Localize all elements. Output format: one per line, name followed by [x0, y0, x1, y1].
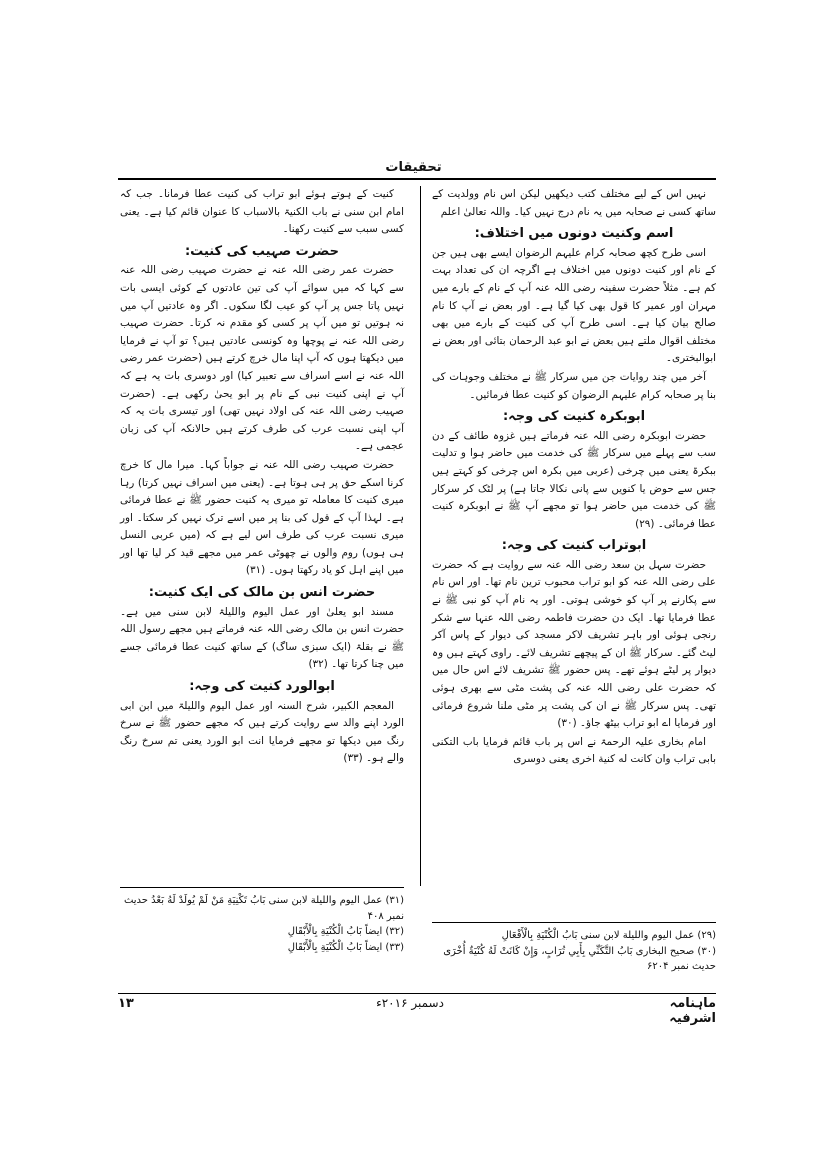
footer-magazine-name: ماہنامہ اشرفیہ — [669, 996, 716, 1026]
left-column — [120, 186, 404, 769]
footnotes-left — [120, 893, 404, 955]
section-heading: اسم وکنیت دونوں میں اختلاف: — [474, 226, 674, 242]
footnote: (۳۲) ایضاً بَابُ الْكُنْيَةِ بِالْأَبْقَالِ — [287, 926, 404, 937]
paragraph: حضرت ابوبکرہ رضی اللہ عنہ فرماتے ہیں غزوہ طائف کے دن سب سے پہلے میں سرکار ﷺ کی خدمت میں حاضر ہوا و تدلیت ببکرۃ یعنی میں چرخی (عربی میں بکرہ اس چرخی کو کہتے ہیں جس سے حوض یا کنویں سے پانی نکالا جاتا ہے) پر لٹک کر سرکار ﷺ کی خدمت میں حاضر ہوا تو مجھے آپ ﷺ نے ابوبکرہ کنیت عطا فرمائی۔ (۲۹) — [432, 429, 716, 530]
paragraph: مسند ابو یعلیٰ اور عمل الیوم واللیلۃ لابن سنی میں ہے۔ حضرت انس بن مالک رضی اللہ عنہ فرماتے ہیں مجھے رسول اللہ ﷺ نے بقلۃ (ایک سبزی ساگ) کے ساتھ کنیت عطا فرمائی جسے میں چنا کرتا تھا۔ (۳۲) — [120, 605, 404, 671]
section-heading: حضرت انس بن مالک کی ایک کنیت: — [148, 585, 376, 601]
paragraph: کنیت کے ہوتے ہوئے ابو تراب کی کنیت عطا فرمانا۔ جب کہ امام ابن سنی نے باب الکنیۃ بالاسباب کا عنوان قائم کیا ہے۔ یعنی کسی سبب سے کنیت رکھنا۔ — [120, 188, 404, 236]
paragraph: حضرت عمر رضی اللہ عنہ نے حضرت صہیب رضی اللہ عنہ سے کہا کہ میں سوائے آپ کی تین عادتوں کے کوئی ایسی بات نہیں پاتا جس پر آپ کو عیب لگا سکوں۔ اگر وہ عادتیں آپ میں نہ ہوتیں تو میں آپ پر کسی کو مقدم نہ کرتا۔ حضرت صہیب رضی اللہ عنہ نے پوچھا وہ کونسی عادتیں ہیں؟ تو آپ نے فرمایا میں دیکھتا ہوں کہ آپ اپنا مال خرچ کرتے ہیں (حضرت عمر رضی اللہ عنہ نے اسے اسراف سے تعبیر کیا) اور دوسری بات یہ ہے کہ آپ نے اپنی کنیت نبی کے نام پر ابو یحیٰ رکھی ہے۔ (حضرت صہیب رضی اللہ عنہ کی اولاد نہیں تھی) اور تیسری بات یہ کہ آپ اپنی نسبت عرب کی طرف کرتے ہیں حالانکہ آپ کی زبان عجمی ہے۔ — [120, 264, 404, 453]
footnote: (۳۰) صحیح البخاری بَابُ التَّكَنِّي بِأَبِي تُرَابٍ، وَإِنْ كَانَتْ لَهُ كُنْيَةٌ أُخْرَى حدیث نمبر ۶۲۰۴ — [443, 945, 716, 972]
page-header-title: تحقیقات — [385, 160, 442, 175]
section-heading: حضرت صہیب کی کنیت: — [184, 243, 339, 259]
footnote: (۲۹) عمل الیوم واللیلة لابن سنی بَابُ الْكُنْيَةِ بِالْأَفْعَالِ — [501, 930, 716, 941]
footer-date: دسمبر ۲۰۱۶ء — [376, 996, 444, 1010]
footer-rule — [118, 993, 716, 994]
paragraph: المعجم الکبیر، شرح السنہ اور عمل الیوم واللیلۃ میں ابن ابی الورد اپنے والد سے روایت کرتے ہیں کہ مجھے حضور ﷺ نے سرخ رنگ میں دیکھا تو مجھے فرمایا انت ابو الورد یعنی تم سرخ رنگ والے ہو۔ (۳۳) — [120, 699, 404, 765]
footnote-rule — [432, 922, 716, 923]
paragraph: حضرت سہل بن سعد رضی اللہ عنہ سے روایت ہے کہ حضرت علی رضی اللہ عنہ کو ابو تراب محبوب ترین نام تھا۔ اور اس نام سے پکارنے پر آپ کو خوشی ہوتی۔ اور یہ نام آپ کو نبی ﷺ نے عطا فرمایا تھا۔ ایک دن حضرت فاطمہ رضی اللہ عنہا سے شکر رنجی ہوئی اور باہر تشریف لاکر مسجد کی دیوار کے پاس آکر لیٹ گئے۔ سرکار ﷺ ان کے پیچھے تشریف لائے۔ راوی کہتے ہیں وہ دیوار پر لیٹے ہوئے تھے۔ پس حضور ﷺ تشریف لائے اس حال میں کہ حضرت علی رضی اللہ عنہ کی پشت مٹی سے بھری ہوئی تھی۔ پس سرکار ﷺ نے ان کی پشت پر مٹی ملنا شروع فرمائی اور فرمایا اے ابو تراب بیٹھ جاؤ۔ (۳۰) — [432, 558, 716, 730]
paragraph: آخر میں چند روایات جن میں سرکار ﷺ نے مختلف وجوہات کی بنا پر صحابہ کرام علیہم الرضوان کو کنیت عطا فرمائیں۔ — [432, 370, 716, 401]
footnote-rule — [120, 887, 404, 888]
footnote: (۳۳) ایضاً بَابُ الْكُنْيَةِ بِالْأَبْقَالِ — [287, 941, 404, 953]
paragraph: اسی طرح کچھ صحابہ کرام علیہم الرضوان ایسے بھی ہیں جن کے نام اور کنیت دونوں میں اختلاف ہے اگرچہ ان کی تعداد بہت کم ہے۔ مثلاً حضرت سفینہ رضی اللہ عنہ آپ کے نام کے بارے میں مہران اور عمیر کا قول بھی کیا گیا ہے۔ اور بعض نے آپ کا نام صالح بیان کیا ہے۔ اسی طرح آپ کی کنیت کے بارے میں بھی مختلف اقوال ملتے ہیں بعض نے ابو عبد الرحمان بتائی اور بعض نے ابوالبختری۔ — [432, 246, 716, 365]
column-divider — [420, 186, 421, 886]
page-number: ۱۳ — [118, 996, 134, 1011]
footnotes-right — [432, 928, 716, 975]
section-heading: ابوبکرہ کنیت کی وجہ: — [502, 409, 646, 425]
paragraph: امام بخاری علیہ الرحمۃ نے اس پر باب قائم فرمایا باب التکنی بابی تراب وان کانت له کنیة اخری یعنی دوسری — [432, 735, 716, 766]
right-column — [432, 186, 716, 770]
section-heading: ابوتراب کنیت کی وجہ: — [501, 538, 647, 554]
section-heading: ابوالورد کنیت کی وجہ: — [189, 679, 335, 695]
footnote: (۳۱) عمل الیوم واللیلة لابن سنی بَابُ تَكْنِيَةِ مَنْ لَمْ يُولَدْ لَهُ بَعْدُ حدیث نمبر ۴۰۸ — [123, 895, 404, 922]
paragraph: نہیں اس کے لیے مختلف کتب دیکھیں لیکن اس نام وولدیت کے ساتھ کسی نے صحابہ میں یہ نام درج نہیں کیا۔ واللہ تعالیٰ اعلم — [432, 188, 716, 218]
header-rule — [118, 178, 716, 180]
paragraph: حضرت صہیب رضی اللہ عنہ نے جواباً کہا۔ میرا مال کا خرچ کرنا اسکے حق پر ہی ہوتا ہے۔ (یعنی میں اسراف نہیں کرتا) رہا میری کنیت کا معاملہ تو میری یہ کنیت حضور ﷺ نے عطا فرمائی ہے۔ لہذا آپ کے قول کی بنا پر میں اسے ترک نہیں کر سکتا۔ اور میری نسبت عرب کی طرف اس لیے ہے کہ (میں عربی النسل ہی ہوں) روم والوں نے چھوٹی عمر میں مجھے قید کر لیا تھا اور میں اپنے اہل کو یاد رکھتا ہوں۔ (۳۱) — [120, 458, 404, 577]
